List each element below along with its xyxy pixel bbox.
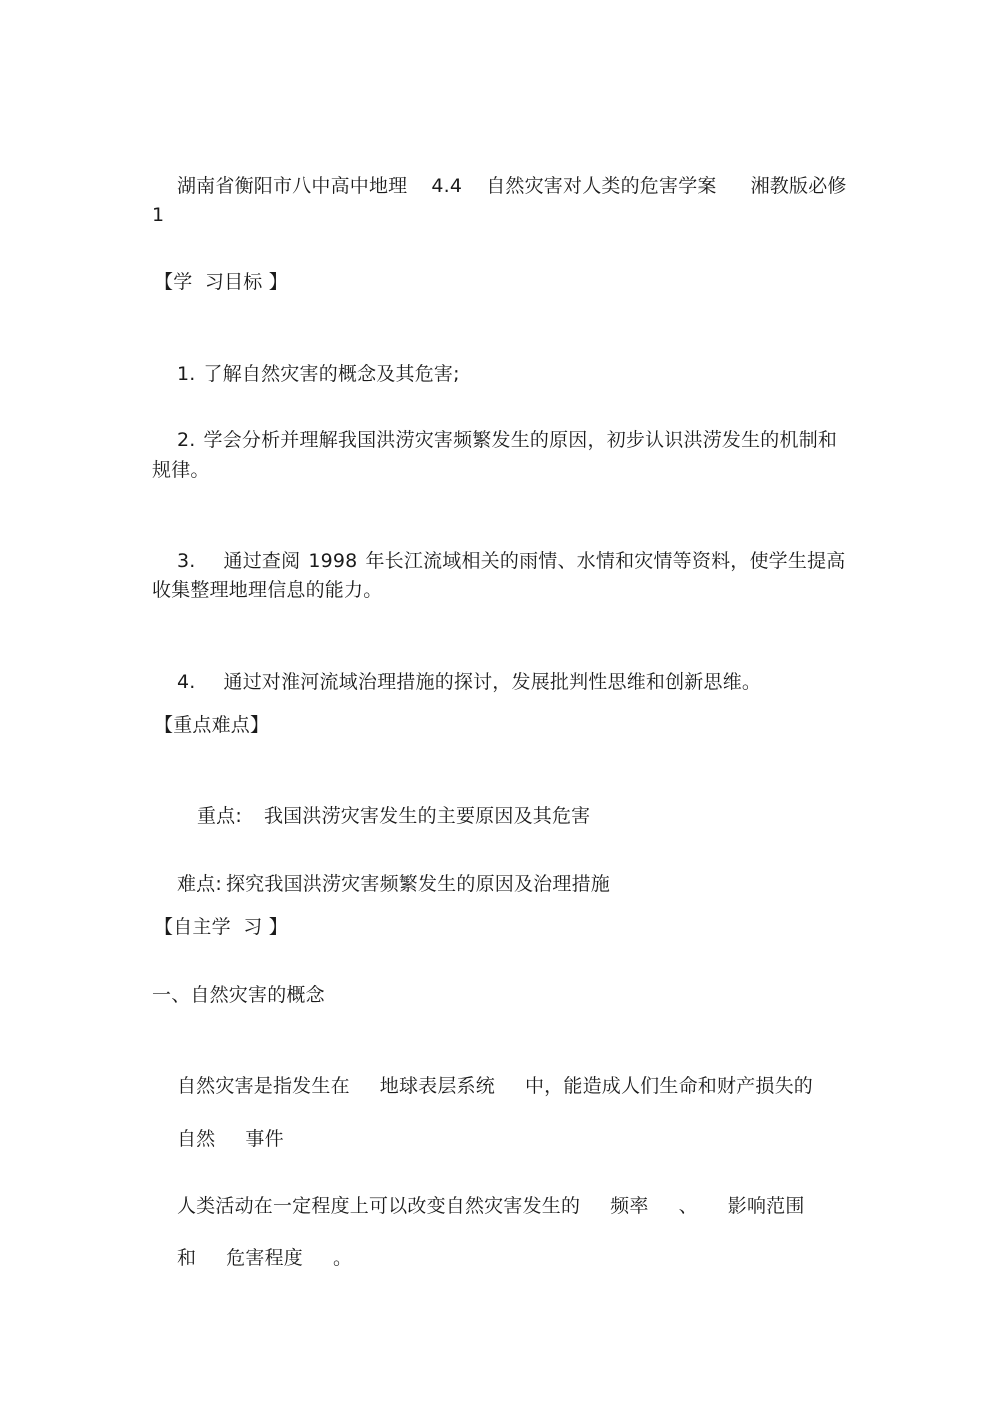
key-points-heading: 【重点难点】 [154,714,270,736]
human-activity-paragraph-cont [152,1222,352,1294]
blank-answer: 频率 [610,1195,649,1217]
objective-text: 通过对淮河流域治理措施的探讨，发展批判性思维和创新思维。 [223,671,762,693]
objective-text-a: 通过查阅 [223,550,301,572]
separator: 、 [678,1195,698,1217]
difficult-point [152,848,610,920]
key-point [172,780,590,852]
objective-text: 了解自然灾害的概念及其危害; [203,363,460,385]
concept-paragraph-cont [152,1103,284,1175]
title-section-number: 4.4 [431,175,463,197]
objective-num: 3. [176,550,196,572]
blank-answer: 影响范围 [727,1195,805,1217]
title-topic: 自然灾害对人类的危害学案 [486,175,717,197]
objective-text-b: 年长江流域相关的雨情、水情和灾情等资料，使学生提高 [365,550,846,572]
concept-text-a: 自然灾害是指发生在 [176,1075,350,1097]
objective-year: 1998 [308,550,358,572]
self-study-subheading: 一、自然灾害的概念 [152,984,325,1006]
title-school: 湖南省衡阳市八中高中地理 [176,175,408,197]
objective-item-2 [152,404,837,476]
key-point-label: 重点: [196,805,242,827]
objective-num: 1. [176,363,196,385]
period: 。 [332,1247,353,1269]
self-study-heading: 【自主学 习 】 [154,916,288,938]
blank-answer: 事件 [245,1128,284,1150]
objective-text: 学会分析并理解我国洪涝灾害频繁发生的原因，初步认识洪涝发生的机制和 [203,429,838,451]
human-activity-text: 人类活动在一定程度上可以改变自然灾害发生的 [176,1195,581,1217]
blank-answer: 危害程度 [226,1247,303,1269]
blank-answer: 自然 [176,1128,216,1150]
blank-answer: 地球表层系统 [379,1075,495,1097]
concept-text-b: 中，能造成人们生命和财产损失的 [524,1075,813,1097]
document-title [152,150,847,222]
document-title-cont: 1 [152,204,165,226]
objective-item-2-cont: 规律。 [152,459,210,481]
objective-num: 4. [176,671,196,693]
key-point-text: 我国洪涝灾害发生的主要原因及其危害 [263,805,591,827]
objective-item-1 [152,338,460,410]
objective-item-3-cont: 收集整理地理信息的能力。 [152,579,383,601]
objective-num: 2. [176,429,196,451]
difficult-point-label: 难点: [176,873,222,895]
objective-item-4 [152,646,761,718]
objectives-heading: 【学 习目标 】 [154,271,288,293]
conjunction: 和 [176,1247,197,1269]
difficult-point-text: 探究我国洪涝灾害频繁发生的原因及治理措施 [225,873,610,895]
title-edition: 湘教版必修 [750,175,847,197]
